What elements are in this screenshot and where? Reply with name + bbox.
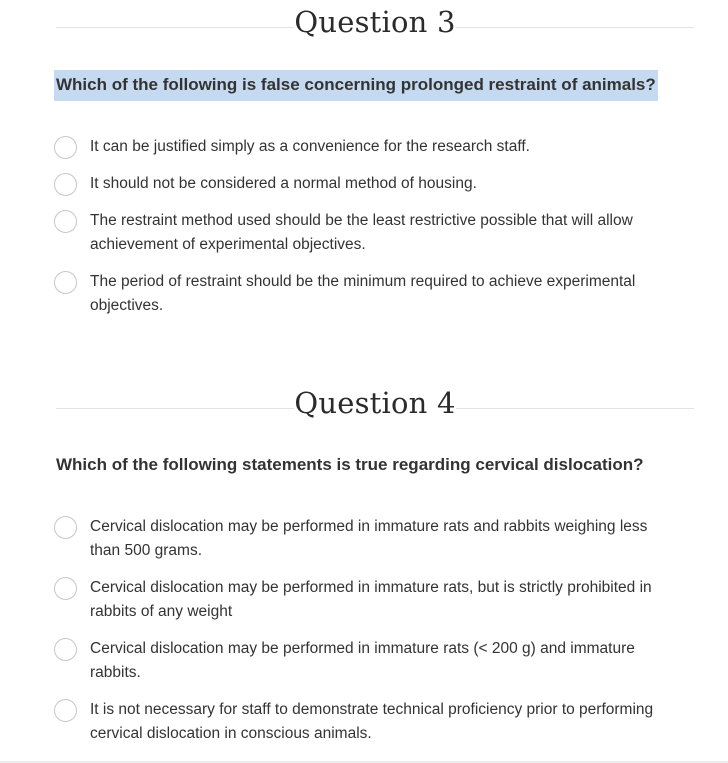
question-3 — [0, 0, 728, 314]
header-divider-right — [456, 27, 694, 28]
answer-option-label[interactable]: Cervical dislocation may be performed in immature rats (< 200 g) and immature rabbits. — [90, 640, 635, 681]
radio-button[interactable] — [54, 516, 77, 539]
answer-option[interactable] — [54, 515, 694, 563]
question-title: Question 4 — [294, 386, 456, 420]
answer-option[interactable] — [54, 698, 694, 746]
radio-button[interactable] — [54, 271, 77, 294]
question-prompt: Which of the following statements is true regarding cervical dislocation? — [56, 455, 644, 474]
radio-button[interactable] — [54, 136, 77, 159]
answer-option[interactable] — [54, 209, 694, 257]
answer-option-label[interactable]: The restraint method used should be the least restrictive possible that will allow achievement of experimental objectives. — [90, 212, 633, 253]
answer-option-label[interactable]: The period of restraint should be the minimum required to achieve experimental objectives. — [90, 273, 636, 314]
answer-option[interactable] — [54, 270, 694, 318]
radio-button[interactable] — [54, 210, 77, 233]
answer-options — [54, 515, 694, 759]
question-title: Question 3 — [294, 5, 456, 39]
answer-option-label[interactable]: It can be justified simply as a convenience for the research staff. — [90, 138, 530, 155]
answer-option[interactable] — [54, 637, 694, 685]
question-header — [0, 0, 728, 54]
answer-option[interactable] — [54, 576, 694, 624]
radio-button[interactable] — [54, 699, 77, 722]
answer-option-label[interactable]: It is not necessary for staff to demonstrate technical proficiency prior to performing cervical dislocation in conscious animals. — [90, 701, 654, 742]
question-prompt: Which of the following is false concerning prolonged restraint of animals? — [54, 70, 658, 101]
header-divider-right — [456, 408, 694, 409]
answer-option-label[interactable]: It should not be considered a normal method of housing. — [90, 175, 477, 192]
radio-button[interactable] — [54, 638, 77, 661]
radio-button[interactable] — [54, 173, 77, 196]
answer-option[interactable] — [54, 135, 694, 159]
question-header — [0, 381, 728, 435]
answer-option-label[interactable]: Cervical dislocation may be performed in immature rats and rabbits weighing less than 500 grams. — [90, 518, 648, 559]
radio-button[interactable] — [54, 577, 77, 600]
answer-options — [54, 135, 694, 331]
answer-option[interactable] — [54, 172, 694, 196]
answer-option-label[interactable]: Cervical dislocation may be performed in immature rats, but is strictly prohibited in rabbits of any weight — [90, 579, 652, 620]
question-4 — [0, 381, 728, 742]
